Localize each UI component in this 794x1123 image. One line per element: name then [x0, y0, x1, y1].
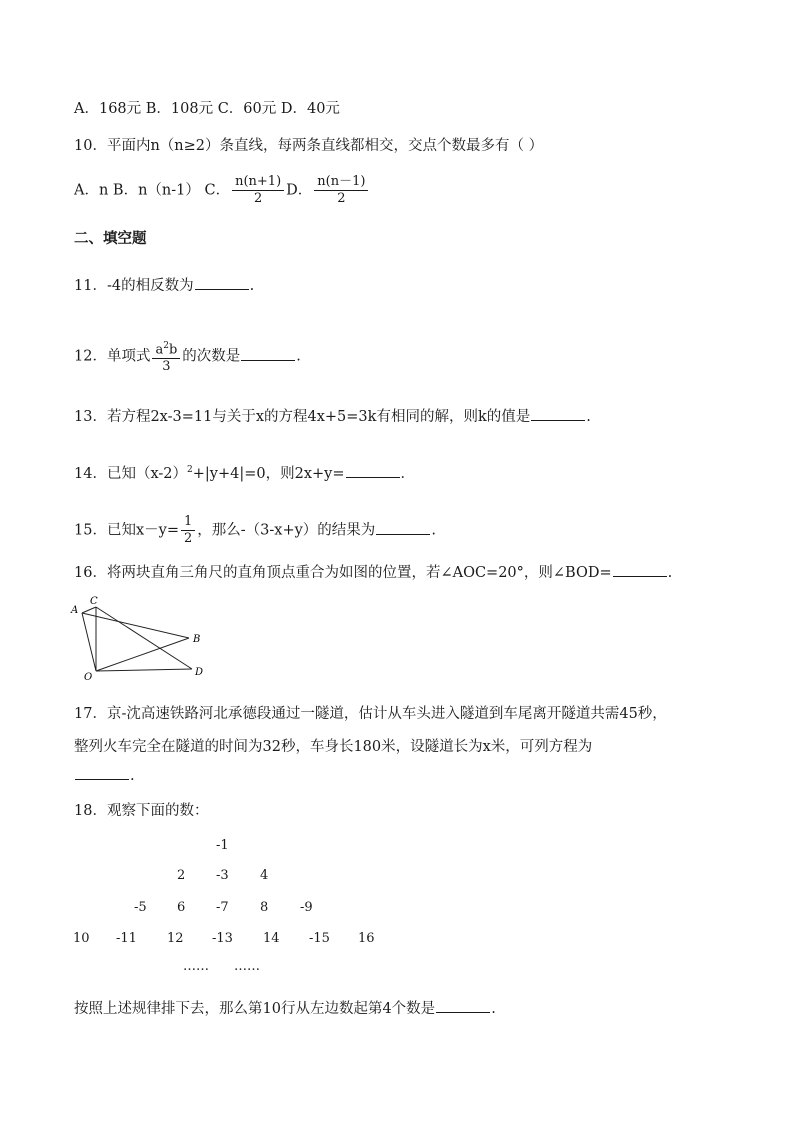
- q12-end: .: [296, 348, 301, 365]
- num-exponent: 2: [163, 341, 169, 351]
- q14-suffix: +|y+4|=0，则2x+y=: [192, 465, 345, 482]
- q11: [74, 275, 254, 296]
- q15-fraction: [181, 514, 195, 547]
- q12: [74, 338, 301, 375]
- q10-options: [74, 174, 370, 207]
- q17-line1: 17．京-沈高速铁路河北承德段通过一隧道，估计从车头进入隧道到车尾离开隧道共需45秒，: [74, 706, 667, 722]
- q17-line3: [74, 765, 135, 786]
- q16-text: 16．将两块直角三角尺的直角顶点重合为如图的位置，若∠AOC=20°，则∠BOD=: [74, 565, 612, 581]
- answer-blank: [346, 463, 400, 478]
- q14-end: ．: [400, 465, 415, 482]
- q17-end: .: [130, 768, 135, 784]
- segment-oa: [82, 613, 96, 671]
- triangle-ellipsis: ……: [183, 959, 209, 974]
- answer-blank: [241, 346, 295, 361]
- triangle-number: 16: [358, 931, 375, 946]
- answer-blank: [613, 562, 667, 577]
- section-title: 二、填空题: [74, 231, 147, 247]
- q10-option-c-fraction: [232, 174, 284, 207]
- q18-question: [74, 998, 496, 1019]
- label-a: A: [71, 605, 79, 616]
- answer-blank: [195, 275, 249, 290]
- answer-blank: [75, 765, 129, 780]
- q15-prefix: 15．已知x－y=: [74, 522, 179, 539]
- q15-suffix: ，那么-（3-x+y）的结果为: [197, 522, 376, 539]
- num-b: b: [168, 342, 178, 358]
- q13: [74, 406, 591, 427]
- label-o: O: [84, 672, 93, 683]
- q14-exponent: 2: [187, 465, 193, 475]
- q12-fraction: [152, 338, 180, 375]
- segment-ab: [82, 613, 189, 638]
- q11-end: .: [249, 278, 255, 294]
- answer-blank: [376, 520, 430, 535]
- triangle-ellipsis: ……: [234, 959, 260, 974]
- segment-cd: [96, 607, 192, 669]
- triangle-number: -9: [300, 900, 313, 915]
- triangle-figure: [70, 593, 220, 685]
- q10-option-d-fraction: [314, 174, 368, 207]
- q16-end: .: [667, 565, 673, 581]
- fraction-denominator: 2: [253, 191, 263, 206]
- q16: [74, 562, 672, 583]
- segment-od: [96, 669, 192, 671]
- triangle-number: -11: [116, 931, 137, 946]
- segment-ac: [82, 607, 96, 613]
- q9-options: A．168元 B．108元 C．60元 D．40元: [74, 101, 340, 117]
- q13-end: .: [586, 409, 591, 425]
- q15: [74, 514, 436, 547]
- label-d: D: [195, 667, 204, 678]
- triangle-number: 4: [260, 868, 269, 883]
- label-c: C: [90, 596, 98, 607]
- q13-text: 13．若方程2x-3=11与关于x的方程4x+5=3k有相同的解，则k的值是: [74, 409, 531, 425]
- q17-line2: 整列火车完全在隧道的时间为32秒，车身长180米，设隧道长为x米，可列方程为: [74, 739, 593, 755]
- answer-blank: [531, 406, 585, 421]
- fraction-denominator: 2: [183, 531, 193, 546]
- fraction-denominator: 2: [337, 191, 346, 206]
- triangle-number: -3: [216, 868, 229, 883]
- triangle-number: 14: [263, 931, 280, 946]
- q10-stem: 10．平面内n（n≥2）条直线，每两条直线都相交，交点个数最多有（ ）: [74, 138, 544, 154]
- q18-title: 18．观察下面的数：: [74, 803, 209, 819]
- q12-suffix: 的次数是: [182, 348, 241, 365]
- q14-prefix: 14．已知（x-2）: [74, 465, 187, 482]
- triangle-number: 6: [177, 900, 186, 915]
- triangle-number: -7: [216, 900, 229, 915]
- segment-ob: [96, 638, 189, 671]
- q10-option-d-label: D．: [286, 182, 313, 199]
- triangle-number: -13: [212, 931, 233, 946]
- triangle-number: 10: [73, 931, 90, 946]
- num-a: a: [155, 342, 164, 358]
- fraction-numerator: 1: [181, 514, 195, 531]
- q11-text: 11．-4的相反数为: [74, 278, 194, 294]
- triangle-number: -1: [216, 838, 229, 853]
- q18-question-text: 按照上述规律排下去，那么第10行从左边数起第4个数是: [74, 1001, 436, 1017]
- fraction-numerator: n(n－1): [314, 174, 368, 191]
- label-b: B: [193, 634, 201, 645]
- fraction-numerator: [152, 338, 180, 359]
- q10-option-ab: A．n B．n（n-1） C．: [74, 182, 231, 199]
- triangle-number: 8: [260, 900, 269, 915]
- q14: [74, 460, 415, 484]
- triangle-number: 12: [167, 931, 184, 946]
- fraction-numerator: n(n+1): [232, 174, 284, 191]
- q12-prefix: 12．单项式: [74, 348, 151, 365]
- answer-blank: [436, 998, 490, 1013]
- q15-end: .: [431, 522, 436, 539]
- triangle-number: -5: [134, 900, 147, 915]
- q18-end: .: [491, 1001, 496, 1017]
- triangle-number: -15: [309, 931, 330, 946]
- triangle-number: 2: [177, 868, 186, 883]
- fraction-denominator: 3: [162, 359, 171, 375]
